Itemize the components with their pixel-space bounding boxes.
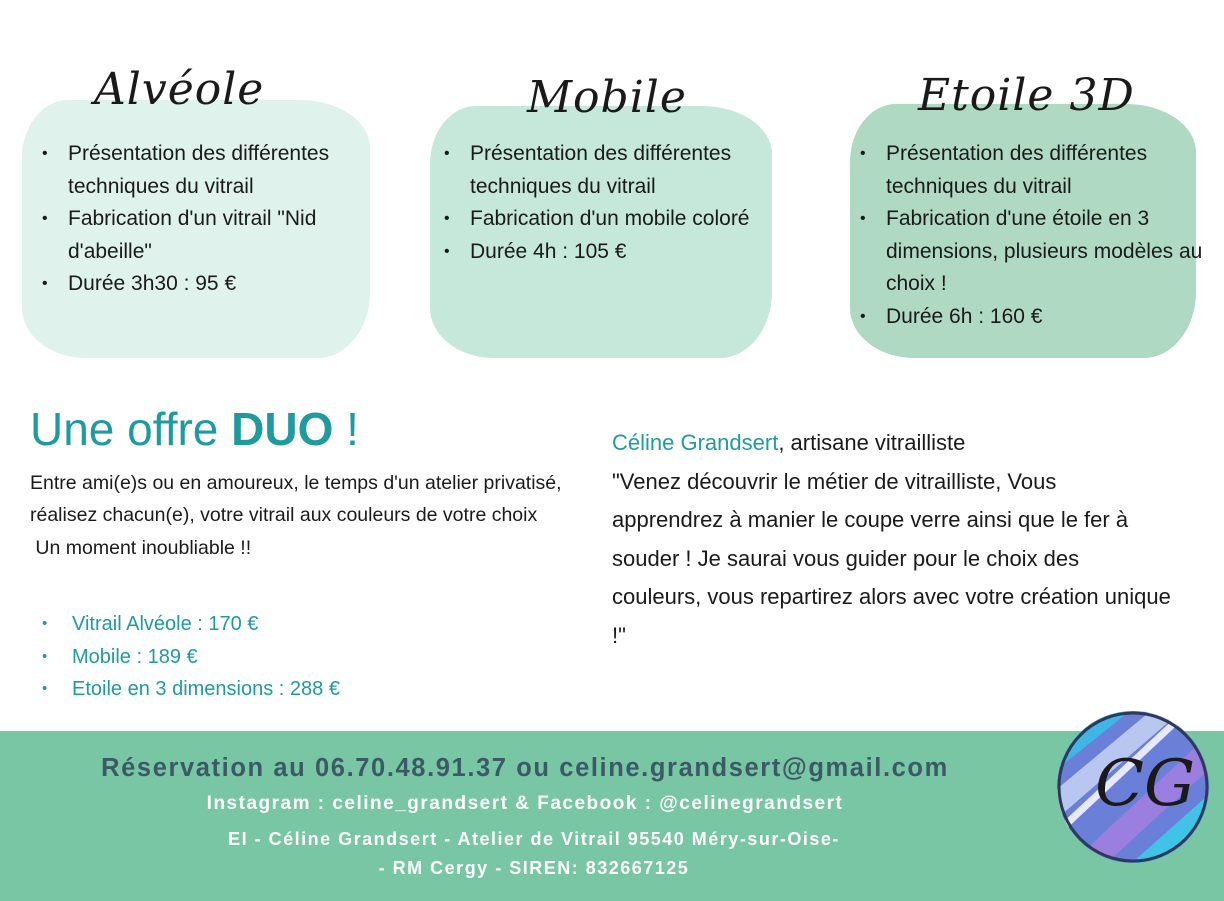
duo-description-text: Entre ami(e)s ou en amoureux, le temps d'un atelier privatisé, réalisez chacun(e), votre vitrail aux couleurs de votre choix <box>30 472 562 527</box>
duo-price-list <box>30 608 340 706</box>
duo-price-text: Etoile en 3 dimensions : 288 € <box>72 678 340 700</box>
list-item-text: Présentation des différentes techniques du vitrail <box>470 142 732 198</box>
duo-price-text: Mobile : 189 € <box>72 645 198 668</box>
list-item-text: Présentation des différentes techniques du vitrail <box>68 142 330 198</box>
duo-title-prefix: Une offre <box>30 403 232 455</box>
list-item <box>440 203 758 236</box>
logo-artwork <box>1055 709 1211 865</box>
list-item <box>30 673 340 706</box>
artisan-role: , artisane vitrailliste <box>778 430 966 455</box>
list-item <box>856 138 1206 203</box>
card-etoile-title: Etoile 3D <box>918 70 1135 121</box>
list-item-text: Fabrication d'une étoile en 3 dimensions, plusieurs modèles au choix ! <box>886 207 1203 295</box>
card-mobile-list <box>440 138 758 268</box>
duo-offer-description <box>30 467 590 564</box>
card-mobile-title: Mobile <box>527 72 687 123</box>
list-item <box>38 268 358 301</box>
list-item <box>440 138 758 203</box>
list-item <box>856 203 1206 301</box>
list-item <box>38 138 358 203</box>
reservation-contact: Réservation au 06.70.48.91.37 ou celine.grandsert@gmail.com <box>101 754 949 782</box>
card-alveole-title: Alvéole <box>94 64 265 115</box>
list-item-text: Fabrication d'un mobile coloré <box>470 207 750 230</box>
duo-offer-title <box>30 402 359 456</box>
artisan-name: Céline Grandsert <box>612 430 779 455</box>
list-item <box>440 236 758 269</box>
quote-text: "Venez découvrir le métier de vitrailliste, Vous apprendrez à manier le coupe verre ainsi que le fer à souder ! Je saurai vous guider pour le choix des couleurs, vous repartirez alors avec votre création unique !" <box>612 468 1171 648</box>
card-alveole-list <box>38 138 358 301</box>
artisan-quote <box>612 424 1172 655</box>
legal-line-1: EI - Céline Grandsert - Atelier de Vitrail 95540 Méry-sur-Oise- <box>228 829 840 849</box>
card-etoile-list <box>856 138 1206 333</box>
list-item-text: Fabrication d'un vitrail "Nid d'abeille" <box>68 207 317 263</box>
list-item <box>38 203 358 268</box>
list-item <box>30 608 340 641</box>
duo-price-text: Vitrail Alvéole : 170 € <box>72 613 259 635</box>
legal-line-2: - RM Cergy - SIREN: 832667125 <box>378 858 690 878</box>
logo-monogram-text: CG <box>1095 747 1196 821</box>
list-item-text: Durée 4h : 105 € <box>470 239 627 263</box>
list-item-text: Présentation des différentes techniques du vitrail <box>886 142 1148 198</box>
list-item-text: Durée 6h : 160 € <box>886 304 1043 328</box>
contact-footer <box>0 731 1224 901</box>
list-item-text: Durée 3h30 : 95 € <box>68 272 237 295</box>
social-links: Instagram : celine_grandsert & Facebook : @celinegrandsert <box>206 793 844 814</box>
list-item <box>30 641 340 674</box>
cg-monogram-logo-icon <box>1055 709 1211 865</box>
duo-title-suffix: ! <box>333 403 359 455</box>
list-item <box>856 301 1206 334</box>
duo-title-bold: DUO <box>231 403 334 455</box>
duo-moment-text: Un moment inoubliable !! <box>35 536 252 559</box>
